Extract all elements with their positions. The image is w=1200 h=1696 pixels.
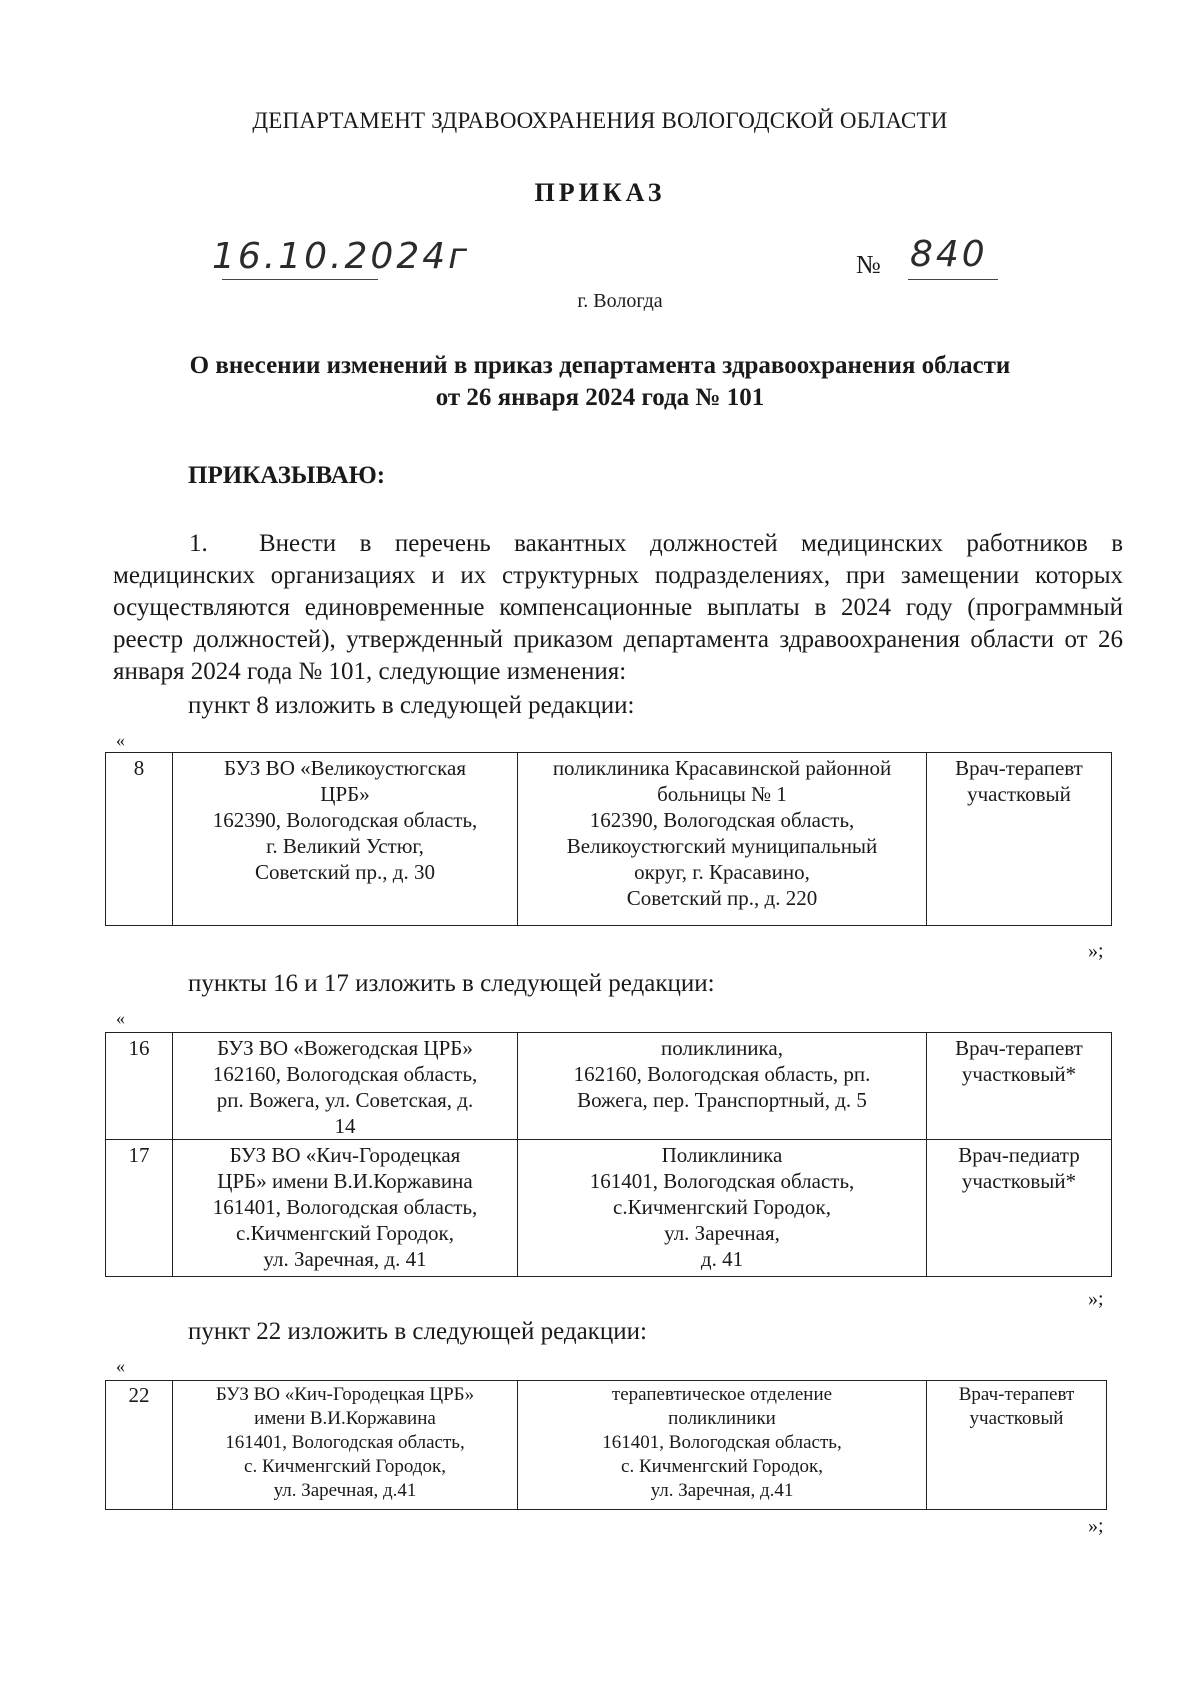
number-underline [908,279,998,280]
cell-unit: Поликлиника 161401, Вологодская область, с.Кичменгский Городок, ул. Заречная, д. 41 [518,1140,927,1277]
cell-unit: терапевтическое отделение поликлиники 161401, Вологодская область, с. Кичменгский Городок, ул. Заречная, д.41 [518,1381,927,1510]
cell-organization: БУЗ ВО «Вожегодская ЦРБ» 162160, Вологодская область, рп. Вожега, ул. Советская, д. 14 [173,1033,518,1140]
close-quote: »; [1088,940,1104,962]
department-header: ДЕПАРТАМЕНТ ЗДРАВООХРАНЕНИЯ ВОЛОГОДСКОЙ ОБЛАСТИ [252,108,948,133]
cell-organization: БУЗ ВО «Кич-Городецкая ЦРБ» имени В.И.Коржавина 161401, Вологодская область, с.Кичменгский Городок, ул. Заречная, д. 41 [173,1140,518,1277]
table-row [106,1140,1112,1277]
table-row [106,753,1112,926]
open-quote: « [116,1008,125,1028]
cell-position: Врач-педиатр участковый* [927,1140,1112,1277]
table-item-22 [105,1380,1107,1510]
document-type: ПРИКАЗ [534,178,666,207]
cell-organization: БУЗ ВО «Великоустюгская ЦРБ» 162390, Вологодская область, г. Великий Устюг, Советский пр., д. 30 [173,753,518,926]
subject-line-1: О внесении изменений в приказ департамента здравоохранения области [189,352,1011,379]
city: г. Вологда [577,290,663,312]
instruction-item-22: пункт 22 изложить в следующей редакции: [188,1318,647,1345]
instruction-items-16-17: пункты 16 и 17 изложить в следующей редакции: [188,970,715,997]
paragraph-1 [113,528,1123,688]
open-quote: « [116,730,125,750]
cell-unit: поликлиника Красавинской районной больницы № 1 162390, Вологодская область, Великоустюгский муниципальный округ, г. Красавино, Советский пр., д. 220 [518,753,927,926]
handwritten-date: 16.10.2024г [212,236,471,277]
subject-heading [100,350,1100,414]
cell-number: 17 [106,1140,173,1277]
open-quote: « [116,1356,125,1376]
cell-number: 16 [106,1033,173,1140]
cell-number: 22 [106,1381,173,1510]
cell-unit: поликлиника, 162160, Вологодская область, рп. Вожега, пер. Транспортный, д. 5 [518,1033,927,1140]
table-row [106,1033,1112,1140]
cell-number: 8 [106,753,173,926]
cell-position: Врач-терапевт участковый [927,753,1112,926]
close-quote: »; [1088,1515,1104,1537]
cell-position: Врач-терапевт участковый* [927,1033,1112,1140]
subject-line-2: от 26 января 2024 года № 101 [435,384,765,411]
close-quote: »; [1088,1288,1104,1310]
table-row [106,1381,1107,1510]
handwritten-number: 840 [910,234,988,275]
instruction-item-8: пункт 8 изложить в следующей редакции: [188,692,635,719]
number-sign: № [856,250,881,279]
paragraph-number: 1. [189,530,208,557]
date-underline [222,279,378,280]
table-item-8 [105,752,1112,926]
cell-position: Врач-терапевт участковый [927,1381,1107,1510]
paragraph-text: Внести в перечень вакантных должностей медицинских работников в медицинских организациях и их структурных подразделениях, при замещении которых осуществляются единовременные компенсационные выплаты в 2024 году (программный реестр должностей), утвержденный приказом департамента здравоохранения области от 26 января 2024 года № 101, следующие изменения: [113,530,1123,685]
order-word: ПРИКАЗЫВАЮ: [188,462,386,489]
table-items-16-17 [105,1032,1112,1277]
cell-organization: БУЗ ВО «Кич-Городецкая ЦРБ» имени В.И.Коржавина 161401, Вологодская область, с. Кичменгский Городок, ул. Заречная, д.41 [173,1381,518,1510]
